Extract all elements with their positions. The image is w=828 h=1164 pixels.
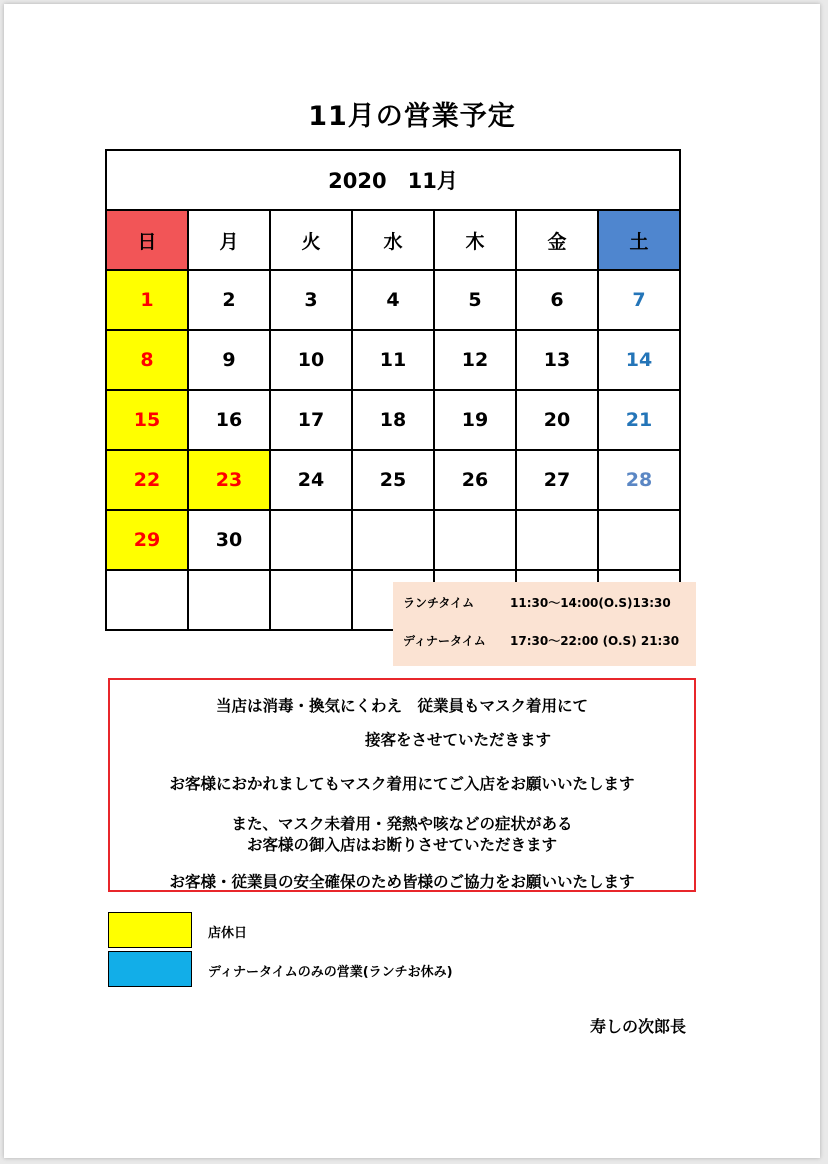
calendar-day-empty [516, 510, 598, 570]
notice-line: 接客をさせていただきます [364, 731, 551, 749]
legend-closed-label: 店休日 [208, 926, 248, 941]
calendar-day: 26 [434, 450, 516, 510]
calendar-day-saturday: 28 [598, 450, 680, 510]
notice-line: 当店は消毒・換気にくわえ 従業員もマスク着用にて [215, 697, 588, 715]
calendar-day: 2 [188, 270, 270, 330]
covid-notice-box [108, 678, 696, 892]
calendar-day: 19 [434, 390, 516, 450]
calendar-day-empty [598, 510, 680, 570]
calendar-day-closed: 23 [188, 450, 270, 510]
calendar-week-row [106, 330, 680, 390]
notice-line: また、マスク未着用・発熱や咳などの症状がある [231, 815, 573, 833]
weekday-sunday: 日 [106, 210, 188, 270]
calendar-month-label: 2020 11月 [106, 150, 680, 210]
calendar-day-empty [188, 570, 270, 630]
calendar-day-closed: 1 [106, 270, 188, 330]
calendar-day-saturday: 21 [598, 390, 680, 450]
calendar-day: 27 [516, 450, 598, 510]
calendar-day: 6 [516, 270, 598, 330]
legend-closed-swatch [108, 912, 192, 948]
calendar-day: 10 [270, 330, 352, 390]
calendar-week-row [106, 450, 680, 510]
notice-line: お客様におかれましてもマスク着用にてご入店をお願いいたします [169, 775, 635, 793]
dinner-time: 17:30～22:00 (O.S) 21:30 [510, 634, 680, 648]
calendar-day: 16 [188, 390, 270, 450]
calendar-day: 12 [434, 330, 516, 390]
legend-dinner-only-swatch [108, 951, 192, 987]
weekday-monday: 月 [188, 210, 270, 270]
calendar-week-row [106, 270, 680, 330]
dinner-label: ディナータイム [403, 634, 486, 648]
weekday-thursday: 木 [434, 210, 516, 270]
business-hours-box [393, 582, 696, 666]
calendar-day: 5 [434, 270, 516, 330]
weekday-header-row [106, 210, 680, 270]
calendar-day: 24 [270, 450, 352, 510]
calendar-day: 25 [352, 450, 434, 510]
notice-line: お客様・従業員の安全確保のため皆様のご協力をお願いいたします [169, 873, 635, 891]
calendar-day-empty [270, 510, 352, 570]
calendar-day-saturday: 7 [598, 270, 680, 330]
lunch-time: 11:30～14:00(O.S)13:30 [510, 596, 671, 610]
calendar-day: 30 [188, 510, 270, 570]
calendar-day: 4 [352, 270, 434, 330]
weekday-friday: 金 [516, 210, 598, 270]
calendar-day-closed: 22 [106, 450, 188, 510]
lunch-hours-row [403, 594, 693, 611]
calendar-day-empty [270, 570, 352, 630]
page-title: 11月の営業予定 [308, 101, 516, 132]
shop-signature: 寿しの次郎長 [589, 1017, 686, 1036]
notice-line: お客様の御入店はお断りさせていただきます [246, 836, 557, 854]
calendar-table [105, 149, 681, 631]
calendar-week-row [106, 510, 680, 570]
calendar-day: 18 [352, 390, 434, 450]
calendar-day: 20 [516, 390, 598, 450]
weekday-tuesday: 火 [270, 210, 352, 270]
calendar-day: 9 [188, 330, 270, 390]
calendar-day-empty [352, 510, 434, 570]
calendar-week-row [106, 390, 680, 450]
calendar-day: 11 [352, 330, 434, 390]
calendar-day-empty [106, 570, 188, 630]
legend-dinner-only-label: ディナータイムのみの営業(ランチお休み) [208, 965, 453, 980]
weekday-wednesday: 水 [352, 210, 434, 270]
weekday-saturday: 土 [598, 210, 680, 270]
calendar-day: 3 [270, 270, 352, 330]
calendar-day: 17 [270, 390, 352, 450]
calendar-day-closed: 8 [106, 330, 188, 390]
calendar-day-closed: 15 [106, 390, 188, 450]
calendar-day-closed: 29 [106, 510, 188, 570]
calendar-day-saturday: 14 [598, 330, 680, 390]
document-page [4, 4, 820, 1158]
lunch-label: ランチタイム [403, 596, 475, 610]
dinner-hours-row [403, 632, 693, 649]
calendar-day: 13 [516, 330, 598, 390]
calendar-day-empty [434, 510, 516, 570]
